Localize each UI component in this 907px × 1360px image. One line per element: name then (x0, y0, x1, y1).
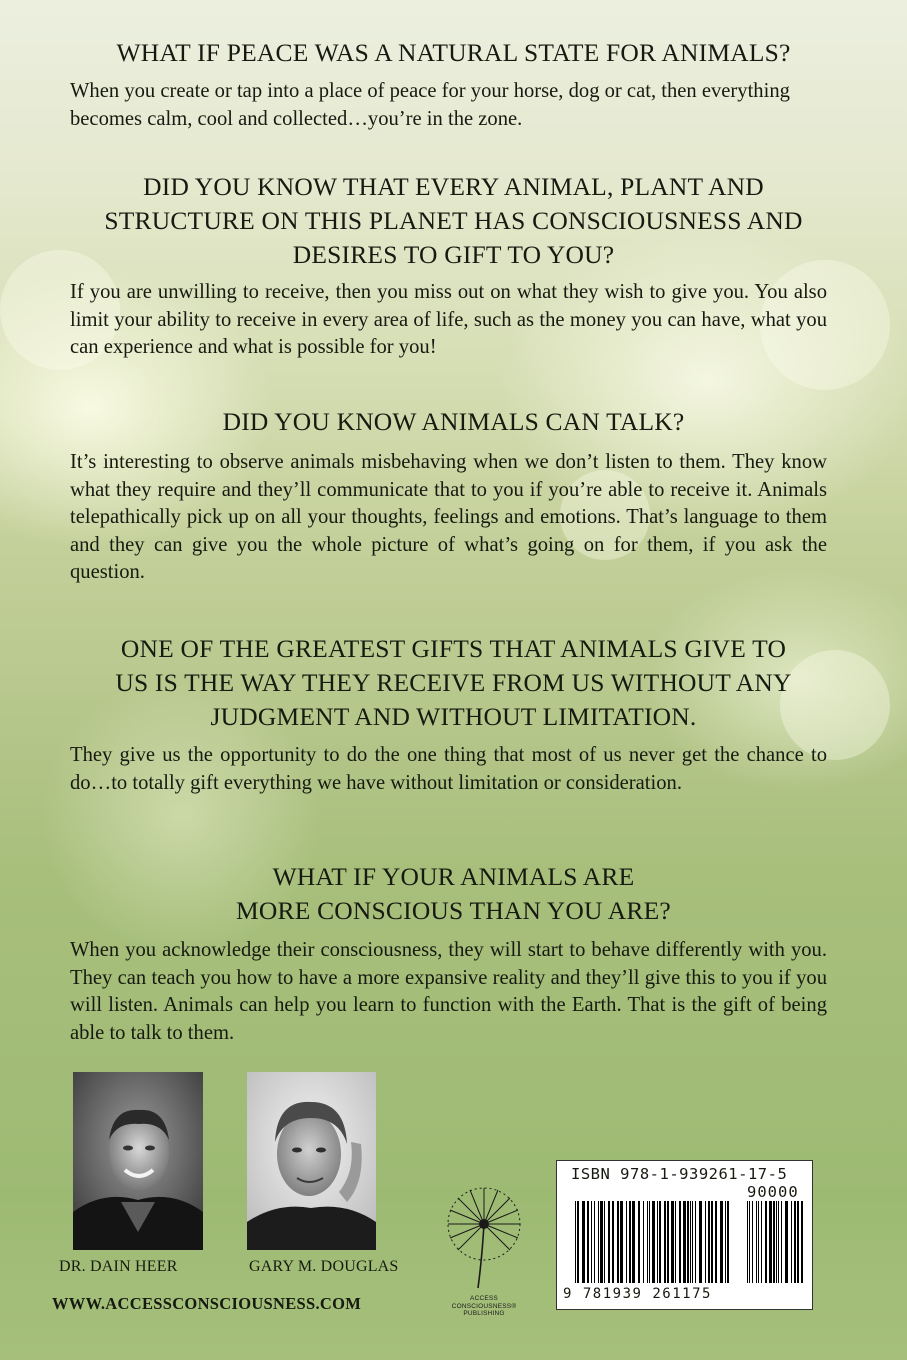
barcode-bar (727, 1201, 729, 1283)
author-photo-dain-heer (73, 1072, 203, 1250)
barcode-bar (797, 1201, 799, 1283)
barcode-bar (747, 1201, 748, 1283)
barcode-bar (582, 1201, 585, 1283)
price-code: 90000 (747, 1183, 799, 1201)
publisher-logo (432, 1178, 536, 1323)
publisher-name: ACCESS CONSCIOUSNESS® PUBLISHING (451, 1295, 517, 1317)
author-caption: DR. DAIN HEER (59, 1258, 178, 1275)
barcode-bar (761, 1201, 762, 1283)
barcode-bar (708, 1201, 710, 1283)
barcode-bar (758, 1201, 759, 1283)
barcode-bar (781, 1201, 782, 1283)
barcode-bar (667, 1201, 669, 1283)
barcode-bar (600, 1201, 603, 1283)
section-heading: WHAT IF PEACE WAS A NATURAL STATE FOR ANIMALS? (116, 38, 791, 67)
barcode-bar (647, 1201, 648, 1283)
barcode-bar (791, 1201, 792, 1283)
barcode-bar (749, 1201, 750, 1283)
isbn-label: ISBN 978-1-939261-17-5 (571, 1165, 788, 1183)
barcode-bar (671, 1201, 674, 1283)
barcode-bar (801, 1201, 803, 1283)
barcode-bar (695, 1201, 696, 1283)
dandelion-icon (432, 1178, 536, 1290)
barcode-bar (778, 1201, 779, 1283)
barcode-bar (720, 1201, 723, 1283)
barcode-bar (699, 1201, 702, 1283)
barcode-bar (794, 1201, 796, 1283)
section-body: If you are unwilling to receive, then you miss out on what they wish to give you. You also limit your ability to receive in every area of life, such as the money you can have, what you can experience and what is possible for you! (70, 281, 827, 358)
barcode-bar (752, 1201, 753, 1283)
barcode-bars-main (573, 1201, 733, 1283)
barcode-bar (643, 1201, 644, 1283)
barcode-bar (649, 1201, 650, 1283)
section-heading: DID YOU KNOW ANIMALS CAN TALK? (222, 407, 685, 436)
barcode-bar (598, 1201, 599, 1283)
website-url[interactable]: WWW.ACCESSCONSCIOUSNESS.COM (52, 1294, 362, 1313)
barcode-bar (664, 1201, 666, 1283)
barcode-bar (575, 1201, 576, 1283)
barcode-bar (715, 1201, 717, 1283)
author-caption: GARY M. DOUGLAS (249, 1258, 399, 1275)
barcode-bar (690, 1201, 691, 1283)
barcode-bar (765, 1201, 767, 1283)
author-photo-gary-douglas (247, 1072, 376, 1250)
barcode-bar (617, 1201, 619, 1283)
barcode-bar (711, 1201, 713, 1283)
barcode-bar (587, 1201, 589, 1283)
portrait-image (73, 1072, 203, 1250)
barcode-bar (629, 1201, 631, 1283)
barcode-bar (638, 1201, 640, 1283)
barcode-bar (608, 1201, 610, 1283)
barcode-bar (675, 1201, 676, 1283)
barcode-bar (705, 1201, 706, 1283)
section-body: When you create or tap into a place of peace for your horse, dog or cat, then everything becomes calm, cool and collected…you’re in the zone. (70, 80, 790, 130)
barcode-bars-addon (745, 1201, 805, 1283)
barcode-bar (776, 1201, 777, 1283)
barcode-bar (591, 1201, 592, 1283)
section-body: When you acknowledge their consciousness, they will start to behave differently with you. They can teach you how to have a more expansive reality and they’ll give this to you if you will listen. Animals can help you learn to function with the Earth. That is the gift of being able to talk to them. (70, 939, 827, 1044)
barcode-bar (692, 1201, 693, 1283)
barcode-bar (687, 1201, 689, 1283)
barcode-bar (612, 1201, 614, 1283)
section-body: They give us the opportunity to do the one thing that most of us never get the chance to do…to totally gift everything we have without limitation or consideration. (70, 744, 827, 794)
section-body: It’s interesting to observe animals misbehaving when we don’t listen to them. They know what they require and they’ll communicate that to you if you’re able to receive it. Animals telepathically pick up on all your thoughts, feelings and emotions. That’s language to them and they can give you the whole picture of what’s going on for them, if you ask the question. (70, 451, 827, 583)
barcode-bar (577, 1201, 579, 1283)
barcode-bar (773, 1201, 775, 1283)
isbn-barcode (556, 1160, 813, 1310)
barcode-bar (632, 1201, 635, 1283)
barcode-bar (725, 1201, 726, 1283)
section-heading: DID YOU KNOW THAT EVERY ANIMAL, PLANT AND STRUCTURE ON THIS PLANET HAS CONSCIOUSNESS AND DESIRES TO GIFT TO YOU? (104, 172, 803, 269)
isbn-digits: 9 781939 261175 (563, 1286, 712, 1302)
barcode-bar (679, 1201, 681, 1283)
barcode-bar (769, 1201, 772, 1283)
barcode-bar (659, 1201, 661, 1283)
barcode-bar (604, 1201, 605, 1283)
barcode-bar (785, 1201, 788, 1283)
barcode-bar (620, 1201, 623, 1283)
barcode-bar (657, 1201, 658, 1283)
barcode-bar (652, 1201, 655, 1283)
barcode-bar (683, 1201, 686, 1283)
barcode-bar (594, 1201, 595, 1283)
portrait-image (247, 1072, 376, 1250)
barcode-bar (756, 1201, 757, 1283)
section-heading: WHAT IF YOUR ANIMALS ARE MORE CONSCIOUS THAN YOU ARE? (236, 862, 671, 925)
section-heading: ONE OF THE GREATEST GIFTS THAT ANIMALS GIVE TO US IS THE WAY THEY RECEIVE FROM US WITHOUT ANY JUDGMENT AND WITHOUT LIMITATION. (115, 634, 792, 731)
barcode-bar (626, 1201, 627, 1283)
